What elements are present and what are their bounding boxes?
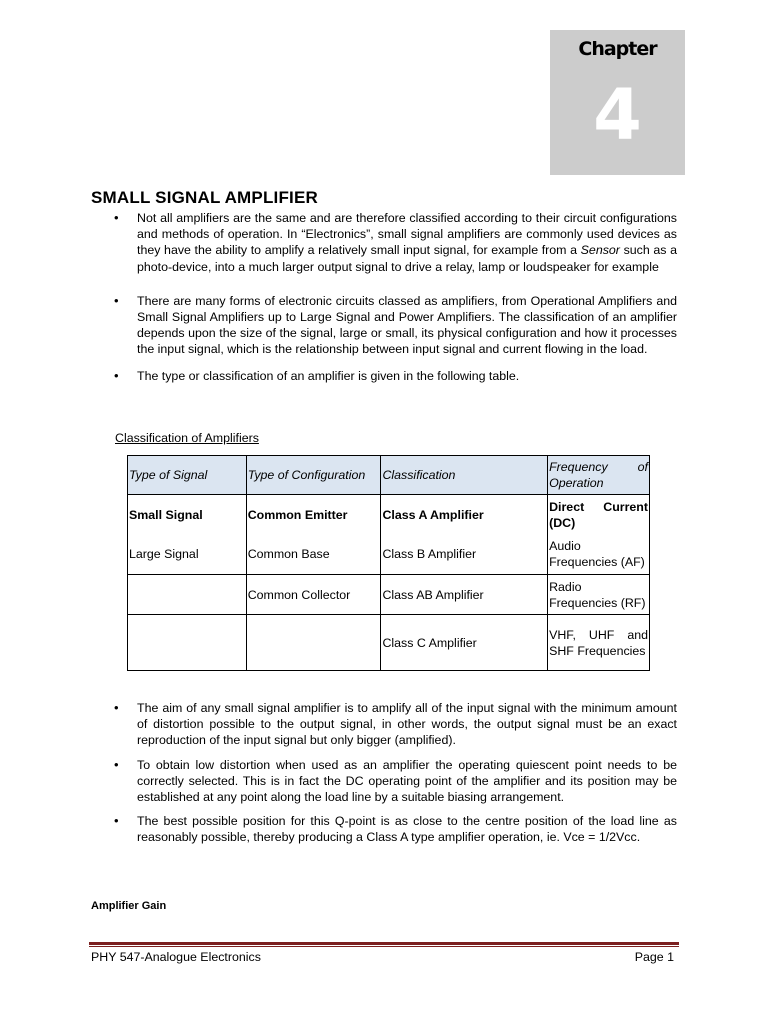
header-cell: Type of Signal (128, 456, 247, 495)
table-cell: Common Base (246, 535, 381, 575)
chapter-number: 4 (593, 74, 642, 156)
footer-course-title: PHY 547-Analogue Electronics (91, 950, 261, 964)
header-cell: Classification (381, 456, 548, 495)
table-caption: Classification of Amplifiers (115, 431, 259, 445)
bullet-item: • The aim of any small signal amplifier is to amplify all of the input signal with the minimum amount of distortion possible to the output signal, in other words, the output signal must be an exact reproduction of the input signal but only bigger (amplified). (91, 700, 677, 749)
table-cell: Audio Frequencies (AF) (548, 535, 650, 575)
bullet-item: • The best possible position for this Q-point is as close to the centre position of the load line as reasonably possible, thereby producing a Class A type amplifier operation, ie. Vce = 1/2Vcc. (91, 813, 677, 845)
bullet-item: • The type or classification of an amplifier is given in the following table. (91, 368, 677, 384)
table-cell: Small Signal (128, 495, 247, 535)
table-cell (128, 575, 247, 615)
table-row (128, 535, 650, 575)
table-cell: Class AB Amplifier (381, 575, 548, 615)
chapter-label: Chapter (578, 38, 657, 60)
intro-bullet-list (91, 210, 677, 384)
table-cell: VHF, UHF and SHF Frequencies (548, 615, 650, 671)
table-row (128, 615, 650, 671)
chapter-box (550, 30, 685, 175)
table-cell: Common Emitter (246, 495, 381, 535)
emphasis-sensor: Sensor (580, 243, 620, 258)
detail-bullet-list (91, 700, 677, 854)
section-heading: SMALL SIGNAL AMPLIFIER (91, 188, 318, 207)
table-cell: Class B Amplifier (381, 535, 548, 575)
bullet-item: • To obtain low distortion when used as an amplifier the operating quiescent point needs to be correctly selected. This is in fact the DC operating point of the amplifier and its position may be established at any point along the load line by a suitable biasing arrangement. (91, 757, 677, 806)
footer-divider-thin (89, 946, 679, 947)
bullet-item: • There are many forms of electronic circuits classed as amplifiers, from Operational Amplifiers and Small Signal Amplifiers up to Large Signal and Power Amplifiers. The classification of an amplifier depends upon the size of the signal, large or small, its physical configuration and how it processes the input signal, which is the relationship between input signal and current flowing in the load. (91, 293, 677, 358)
table-cell: Class C Amplifier (381, 615, 548, 671)
classification-table (127, 455, 650, 671)
table-cell: Common Collector (246, 575, 381, 615)
footer-divider (89, 942, 679, 945)
header-cell: Type of Configuration (246, 456, 381, 495)
table-row (128, 575, 650, 615)
subheading-amplifier-gain: Amplifier Gain (91, 900, 167, 912)
table-cell: Direct Current (DC) (548, 495, 650, 535)
table-cell (246, 615, 381, 671)
table-row (128, 495, 650, 535)
table-cell: Radio Frequencies (RF) (548, 575, 650, 615)
table-cell: Class A Amplifier (381, 495, 548, 535)
footer-page-number: Page 1 (634, 950, 674, 964)
table-cell (128, 615, 247, 671)
table-cell: Large Signal (128, 535, 247, 575)
header-cell: Frequency of Operation (548, 456, 650, 495)
bullet-item: • Not all amplifiers are the same and are therefore classified according to their circuit configurations and methods of operation. In “Electronics”, small signal amplifiers are commonly used devices as they have the ability to amplify a relatively small input signal, for example from a Sensor such as a photo-device, into a much larger output signal to drive a relay, lamp or loudspeaker for example (91, 210, 677, 275)
table-header-row (128, 456, 650, 495)
